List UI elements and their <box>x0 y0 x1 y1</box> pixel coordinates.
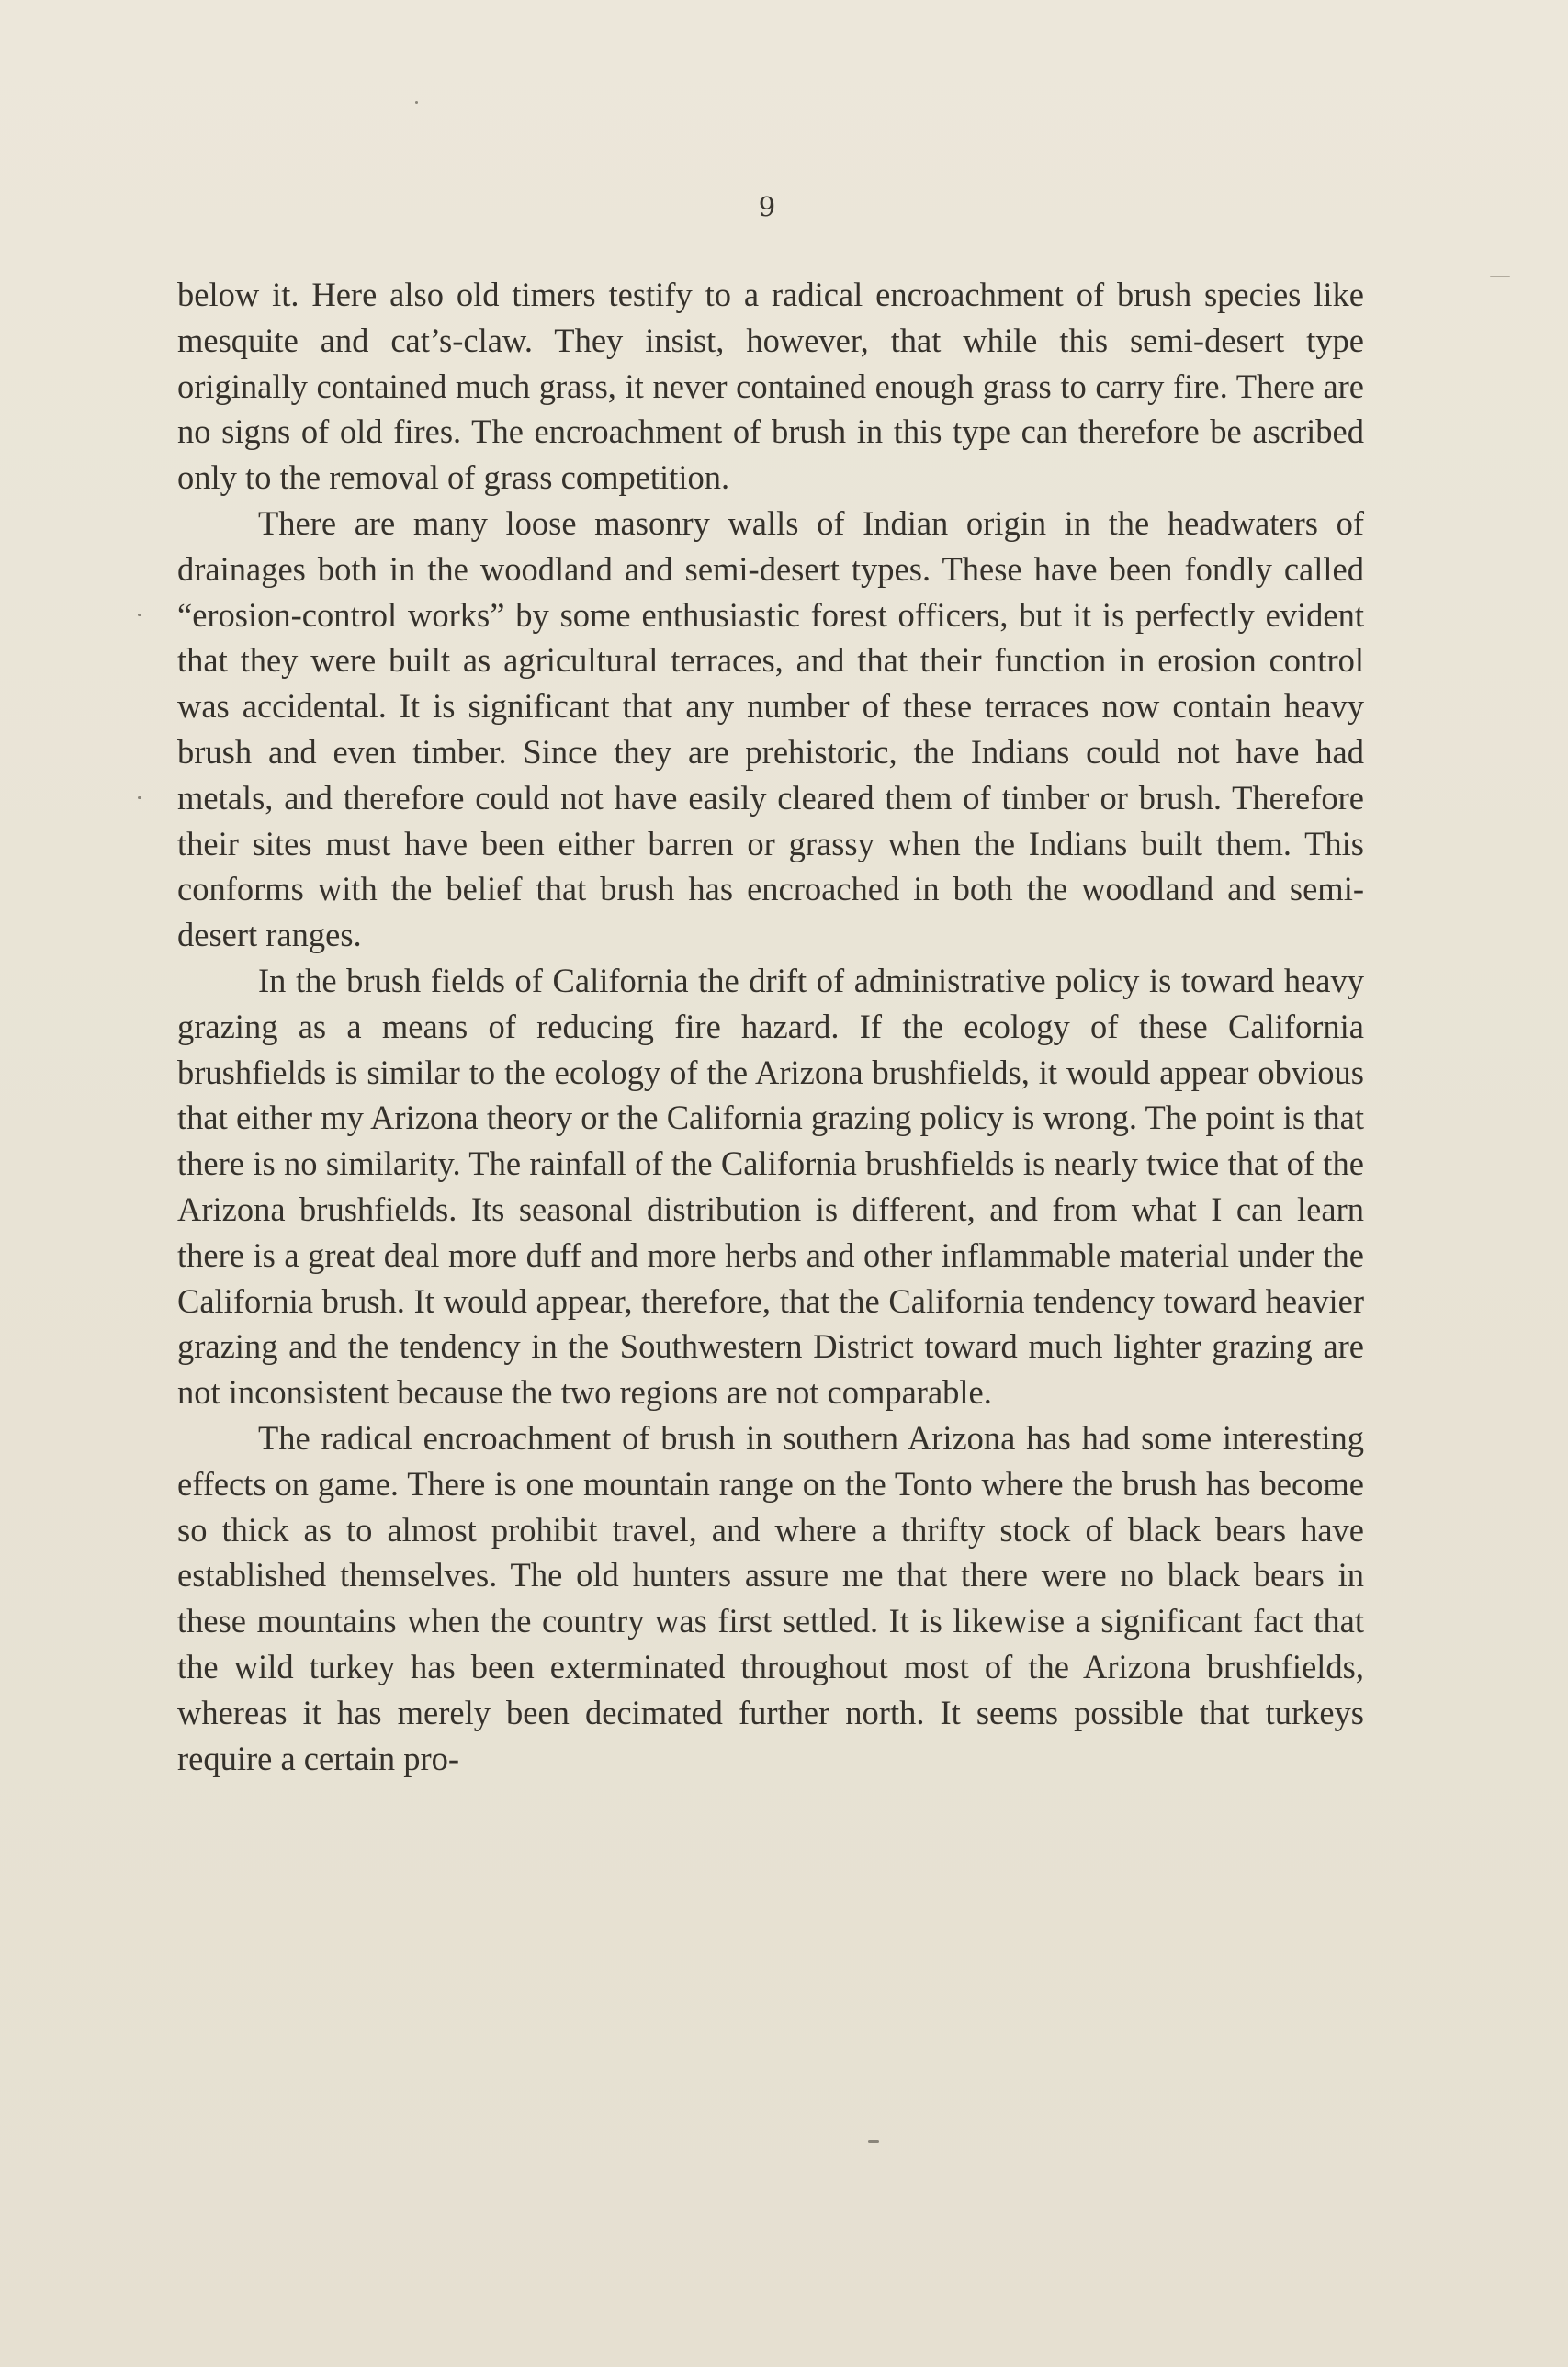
paragraph-3: In the brush fields of California the drift of administrative policy is toward heavy grazing as a means of reducing fire hazard. If the ecology of these California brushfields is similar to the ecology of the Arizona brushfields, it would appear obvious that either my Arizona theory or the California grazing policy is wrong. The point is that there is no similarity. The rainfall of the California brushfields is nearly twice that of the Arizona brushfields. Its seasonal distribution is different, and from what I can learn there is a great deal more duff and more herbs and other inflammable material under the California brush. It would appear, therefore, that the California tendency toward heavier grazing and the tendency in the Southwestern District toward much lighter grazing are not inconsistent because the two regions are not comparable. <box>177 961 1364 1412</box>
paragraph-2: There are many loose masonry walls of Indian origin in the headwaters of drainages both in the woodland and semi-desert types. These have been fondly called “erosion-control works” by some enthusiastic forest officers, but it is perfectly evident that they were built as agricultural terraces, and that their function in erosion control was accidental. It is significant that any number of these terraces now contain heavy brush and even timber. Since they are prehistoric, the Indians could not have had metals, and therefore could not have easily cleared them of timber or brush. Therefore their sites must have been either barren or grassy when the Indians built them. This conforms with the belief that brush has encroached in both the woodland and semi-desert ranges. <box>177 503 1364 954</box>
stray-mark-bottom <box>868 2140 879 2143</box>
page-number: 9 <box>758 191 776 222</box>
stray-mark-top <box>415 101 418 104</box>
body-text <box>177 272 1364 1781</box>
paragraph-1: below it. Here also old timers testify to a radical encroachment of brush species like mesquite and cat’s-claw. They insist, however, that while this semi-desert type originally contained much grass, it never contained enough grass to carry fire. There are no signs of old fires. The encroachment of brush in this type can therefore be ascribed only to the removal of grass competition. <box>177 276 1364 497</box>
paragraph-4: The radical encroachment of brush in southern Arizona has had some interesting effects on game. There is one mountain range on the Tonto where the brush has become so thick as to almost prohibit travel, and where a thrifty stock of black bears have established themselves. The old hunters assure me that there were no black bears in these mountains when the country was first settled. It is likewise a significant fact that the wild turkey has been exterminated throughout most of the Arizona brushfields, whereas it has merely been decimated further north. It seems possible that turkeys require a certain pro- <box>177 1418 1364 1777</box>
stray-mark-right <box>1490 276 1510 277</box>
stray-mark-left-2 <box>138 796 141 799</box>
stray-mark-left-1 <box>138 614 141 616</box>
